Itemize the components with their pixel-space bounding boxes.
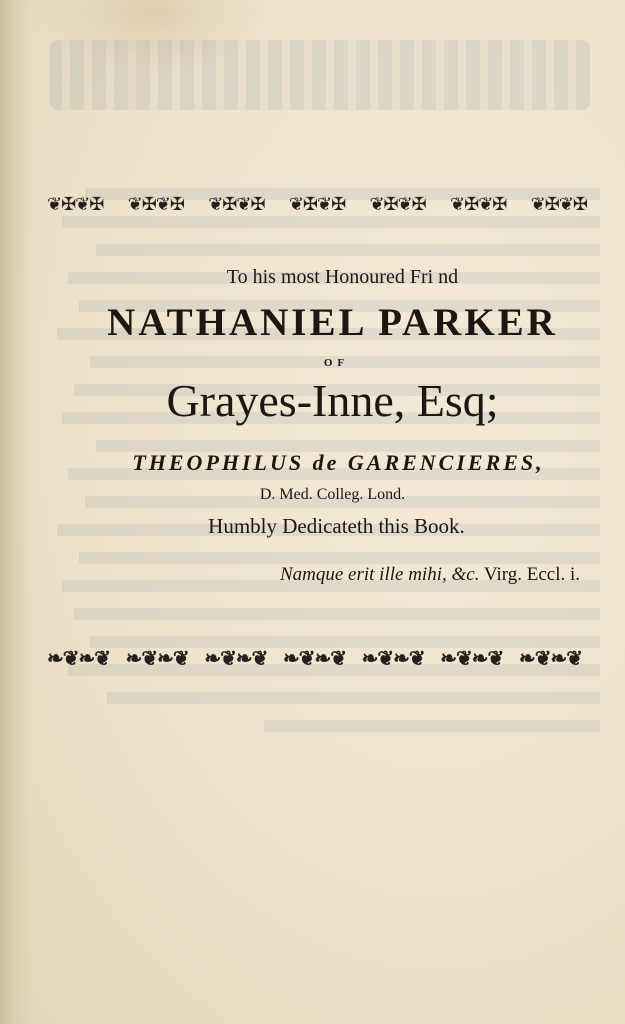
recipient-name: NATHANIEL PARKER — [107, 301, 558, 344]
ornament-top-segment: ❦✠❦✠ — [208, 194, 265, 214]
recipient-place: Grayes-Inne, Esq; — [166, 375, 499, 426]
ornament-bottom-segment: ❧❦❧❦ — [282, 648, 346, 670]
ornament-bottom-segment: ❧❦❧❦ — [518, 648, 582, 670]
ornament-bottom-segment: ❧❦❧❦ — [47, 648, 111, 670]
quotation-text: Namque erit ille mihi, &c. — [279, 564, 480, 585]
dedication-heading: To his most Honoured Fri nd — [226, 266, 459, 288]
ornament-top-segment: ❦✠❦✠ — [530, 194, 587, 214]
bleed-through-text — [40, 40, 600, 920]
ornament-top-segment: ❦✠❦✠ — [47, 194, 104, 214]
ornament-bottom-segment: ❧❦❧❦ — [204, 648, 268, 670]
recipient-of: OF — [323, 357, 350, 369]
bleed-through-title — [40, 140, 600, 168]
ornament-bottom-segment: ❧❦❧❦ — [125, 648, 189, 670]
quotation-source: Virg. Eccl. i. — [483, 564, 580, 585]
bleed-through-headpiece — [50, 40, 590, 110]
author-credentials: D. Med. Colleg. Lond. — [259, 486, 406, 503]
ornament-band-top — [47, 192, 587, 216]
ornament-bottom-segment: ❧❦❧❦ — [361, 648, 425, 670]
ornament-band-bottom — [47, 645, 582, 673]
ornament-top-segment: ❦✠❦✠ — [288, 194, 346, 214]
page-gutter-shadow — [0, 0, 34, 1024]
ornament-top-segment: ❦✠❦✠ — [450, 194, 507, 214]
quotation — [110, 564, 580, 586]
ornament-top-segment: ❦✠❦✠ — [369, 194, 426, 214]
dedication-line: Humbly Dedicateth this Book. — [208, 514, 465, 538]
ornament-bottom-segment: ❧❦❧❦ — [440, 648, 504, 670]
author-name: THEOPHILUS de GARENCIERES, — [132, 450, 545, 475]
ornament-top-segment: ❦✠❦✠ — [127, 194, 184, 214]
